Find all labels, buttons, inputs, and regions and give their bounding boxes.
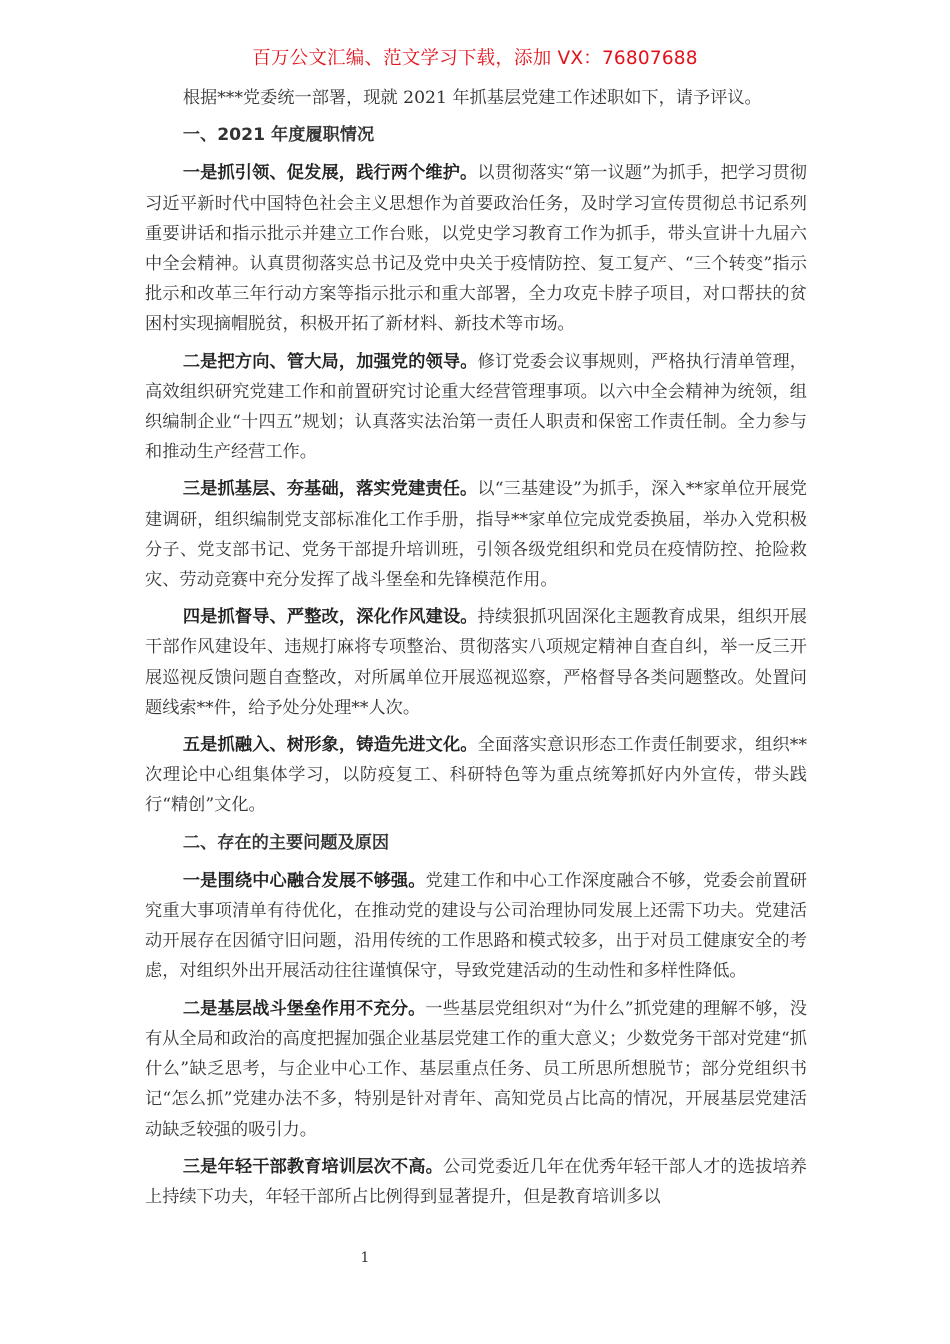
paragraph-lead: 三是抓基层、夯基础，落实党建责任。	[182, 479, 478, 500]
paragraph-1-5	[145, 730, 807, 821]
paragraph-1-2	[145, 347, 807, 468]
paragraph-text: 以贯彻落实“第一议题”为抓手，把学习贯彻习近平新时代中国特色社会主义思想作为首要政治任务，及时学习宣传贯彻总书记系列重要讲话和指示批示并建立工作台账，以党史学习教育工作为抓手，带头宣讲十九届六中全会精神。认真贯彻落实总书记及党中央关于疫情防控、复工复产、“三个转变”指示批示和改革三年行动方案等指示批示和重大部署，全力攻克卡脖子项目，对口帮扶的贫困村实现摘帽脱贫，积极开拓了新材料、新技术等市场。	[145, 163, 807, 335]
watermark-header: 百万公文汇编、范文学习下载，添加 VX：76807688	[252, 48, 698, 69]
intro-paragraph: 根据***党委统一部署，现就 2021 年抓基层党建工作述职如下，请予评议。	[182, 88, 762, 108]
paragraph-lead: 二是把方向、管大局，加强党的领导。	[182, 351, 478, 372]
section-heading-2: 二、存在的主要问题及原因	[182, 832, 390, 853]
paragraph-text: 以“三基建设”为抓手，深入**家单位开展党建调研，组织编制党支部标准化工作手册，指导**家单位完成党委换届，举办入党积极分子、党支部书记、党务干部提升培训班，引领各级党组织和党员在疫情防控、抢险救灾、劳动竞赛中充分发挥了战斗堡垒和先锋模范作用。	[145, 479, 807, 591]
paragraph-lead: 二是基层战斗堡垒作用不充分。	[182, 998, 426, 1019]
paragraph-2-3	[145, 1152, 807, 1212]
paragraph-text: 全面落实意识形态工作责任制要求，组织**次理论中心组集体学习，以防疫复工、科研特色等为重点统筹抓好内外宣传，带头践行“精创”文化。	[145, 735, 807, 816]
paragraph-lead: 三是年轻干部教育培训层次不高。	[182, 1156, 443, 1177]
section-heading-1: 一、2021 年度履职情况	[182, 125, 375, 146]
paragraph-text: 党建工作和中心工作深度融合不够，党委会前置研究重大事项清单有待优化，在推动党的建设与公司治理协同发展上还需下功夫。党建活动开展存在因循守旧问题，沿用传统的工作思路和模式较多，出于对员工健康安全的考虑，对组织外出开展活动往往谨慎保守，导致党建活动的生动性和多样性降低。	[145, 870, 807, 982]
paragraph-text: 持续狠抓巩固深化主题教育成果，组织开展干部作风建设年、违规打麻将专项整治、贯彻落实八项规定精神自查自纠，举一反三开展巡视反馈问题自查整改，对所属单位开展巡视巡察，严格督导各类问题整改。处置问题线索**件，给予处分处理**人次。	[145, 607, 807, 718]
paragraph-1-1	[145, 158, 807, 339]
paragraph-1-4	[145, 602, 807, 723]
paragraph-2-1	[145, 866, 807, 987]
paragraph-1-3	[145, 474, 807, 595]
paragraph-lead: 一是围绕中心融合发展不够强。	[182, 870, 426, 891]
page-number: 1	[360, 1250, 370, 1266]
paragraph-text: 一些基层党组织对“为什么”抓党建的理解不够，没有从全局和政治的高度把握加强企业基层党建工作的重大意义；少数党务干部对党建“抓什么”缺乏思考，与企业中心工作、基层重点任务、员工所思所想脱节；部分党组织书记“怎么抓”党建办法不多，特别是针对青年、高知党员占比高的情况，开展基层党建活动缺乏较强的吸引力。	[145, 998, 807, 1140]
paragraph-lead: 五是抓融入、树形象，铸造先进文化。	[182, 735, 478, 756]
paragraph-text: 修订党委会议事规则，严格执行清单管理，高效组织研究党建工作和前置研究讨论重大经营管理事项。以六中全会精神为统领，组织编制企业“十四五”规划；认真落实法治第一责任人职责和保密工作责任制。全力参与和推动生产经营工作。	[145, 351, 807, 463]
paragraph-text: 公司党委近几年在优秀年轻干部人才的选拔培养上持续下功夫，年轻干部所占比例得到显著提升，但是教育培训多以	[145, 1156, 807, 1207]
paragraph-2-2	[145, 994, 807, 1145]
paragraph-lead: 四是抓督导、严整改，深化作风建设。	[182, 607, 478, 628]
document-body	[145, 83, 807, 1219]
paragraph-lead: 一是抓引领、促发展，践行两个维护。	[182, 163, 478, 184]
